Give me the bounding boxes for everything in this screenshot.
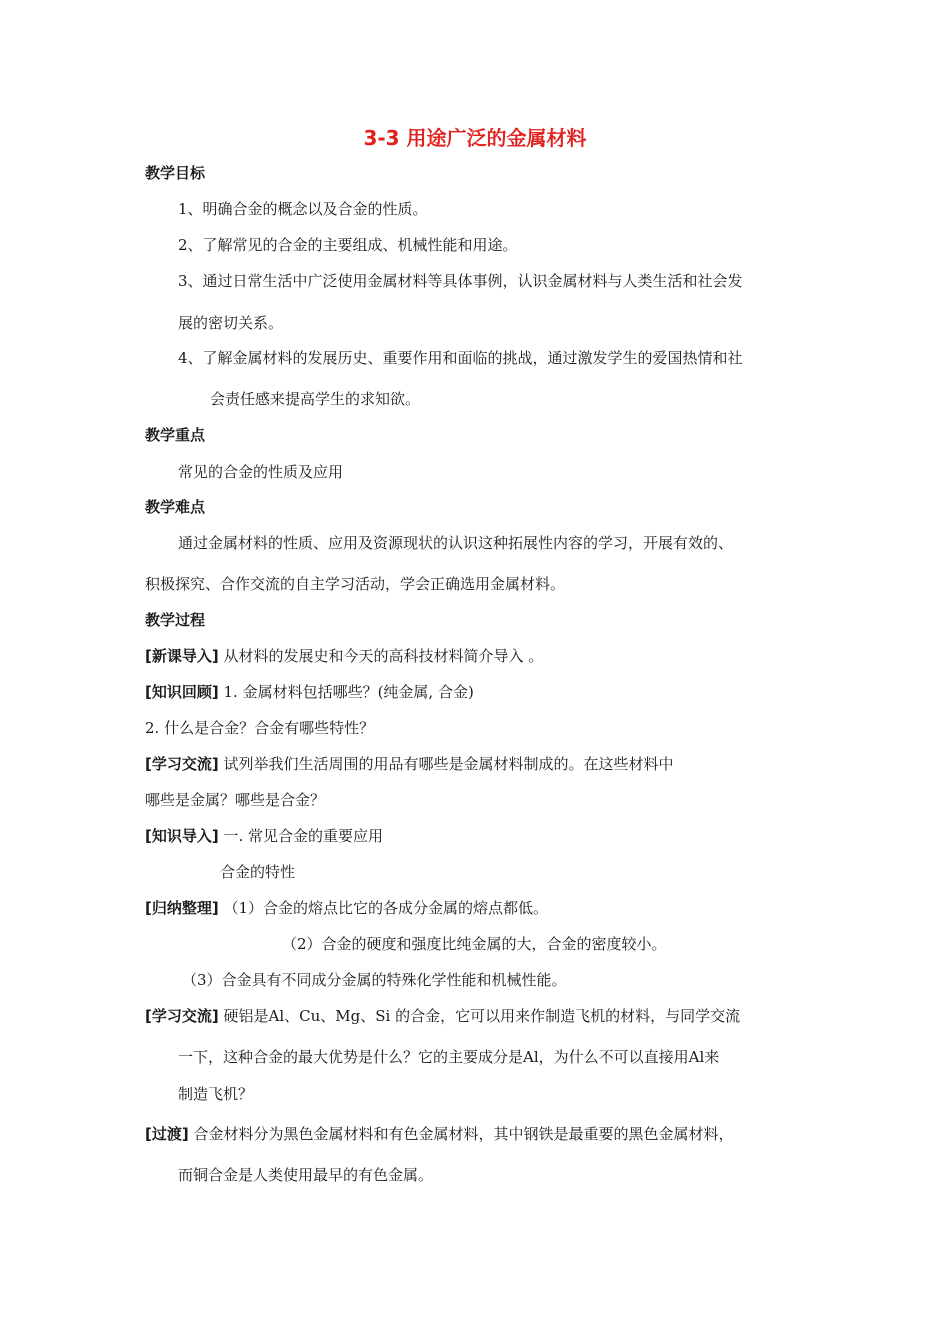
difficulties-text-line-2: 积极探究、合作交流的自主学习活动，学会正确选用金属材料。 (145, 575, 566, 593)
summary-paragraph (145, 898, 548, 918)
page-title: 3-3 用途广泛的金属材料 (363, 126, 587, 150)
intro-paragraph (145, 646, 543, 666)
key-points-heading: 教学重点 (145, 426, 206, 444)
exchange-1-tag: [学习交流] (145, 755, 219, 773)
transition-line-2: 而铜合金是人类使用最早的有色金属。 (178, 1166, 434, 1184)
exchange-2-line-1: 硬铝是Al、Cu、Mg、Si 的合金，它可以用来作制造飞机的材料，与同学交流 (223, 1007, 741, 1025)
transition-line-1: 合金材料分为黑色金属材料和有色金属材料，其中钢铁是最重要的黑色金属材料， (193, 1125, 734, 1143)
objective-item-2: 2、了解常见的合金的主要组成、机械性能和用途。 (178, 236, 518, 254)
objective-item-4-line-1: 4、了解金属材料的发展历史、重要作用和面临的挑战，通过激发学生的爱国热情和社 (178, 349, 743, 367)
exchange-2-tag: [学习交流] (145, 1007, 219, 1025)
exchange-2-line-3: 制造飞机？ (178, 1085, 254, 1103)
exchange-1-line-2: 哪些是金属？哪些是合金？ (145, 791, 326, 809)
difficulties-text-line-1: 通过金属材料的性质、应用及资源现状的认识这种拓展性内容的学习，开展有效的、 (178, 534, 734, 552)
review-tag: [知识回顾] (145, 683, 219, 701)
exchange-1-paragraph (145, 754, 674, 774)
knowledge-paragraph (145, 826, 383, 846)
objective-item-3-line-1: 3、通过日常生活中广泛使用金属材料等具体事例，认识金属材料与人类生活和社会发 (178, 272, 743, 290)
summary-point-2: （2）合金的硬度和强度比纯金属的大，合金的密度较小。 (282, 935, 667, 953)
exchange-1-line-1: 试列举我们生活周围的用品有哪些是金属材料制成的。在这些材料中 (223, 755, 674, 773)
difficulties-heading: 教学难点 (145, 498, 206, 516)
exchange-2-line-2: 一下，这种合金的最大优势是什么？它的主要成分是Al，为什么不可以直接用Al来 (178, 1048, 720, 1066)
objectives-heading: 教学目标 (145, 164, 206, 182)
objective-item-3-line-2: 展的密切关系。 (178, 314, 284, 332)
intro-text: 从材料的发展史和今天的高科技材料简介导入 。 (223, 647, 544, 665)
transition-tag: [过渡] (145, 1125, 189, 1143)
process-heading: 教学过程 (145, 611, 206, 629)
exchange-2-paragraph (145, 1006, 740, 1026)
transition-paragraph (145, 1124, 734, 1144)
summary-point-3: （3）合金具有不同成分金属的特殊化学性能和机械性能。 (182, 971, 567, 989)
summary-point-1: （1）合金的熔点比它的各成分金属的熔点都低。 (223, 899, 549, 917)
knowledge-tag: [知识导入] (145, 827, 219, 845)
objective-item-4-line-2: 会责任感来提高学生的求知欲。 (210, 390, 421, 408)
review-question-2: 2. 什么是合金？合金有哪些特性？ (145, 719, 375, 737)
review-text: 1. 金属材料包括哪些？(纯金属, 合金) (223, 683, 474, 701)
objective-item-1: 1、明确合金的概念以及合金的性质。 (178, 200, 428, 218)
review-paragraph (145, 682, 474, 702)
knowledge-text: 一. 常见合金的重要应用 (223, 827, 384, 845)
key-points-text: 常见的合金的性质及应用 (178, 463, 344, 481)
knowledge-subheading: 合金的特性 (220, 863, 296, 881)
summary-tag: [归纳整理] (145, 899, 219, 917)
intro-tag: [新课导入] (145, 647, 219, 665)
